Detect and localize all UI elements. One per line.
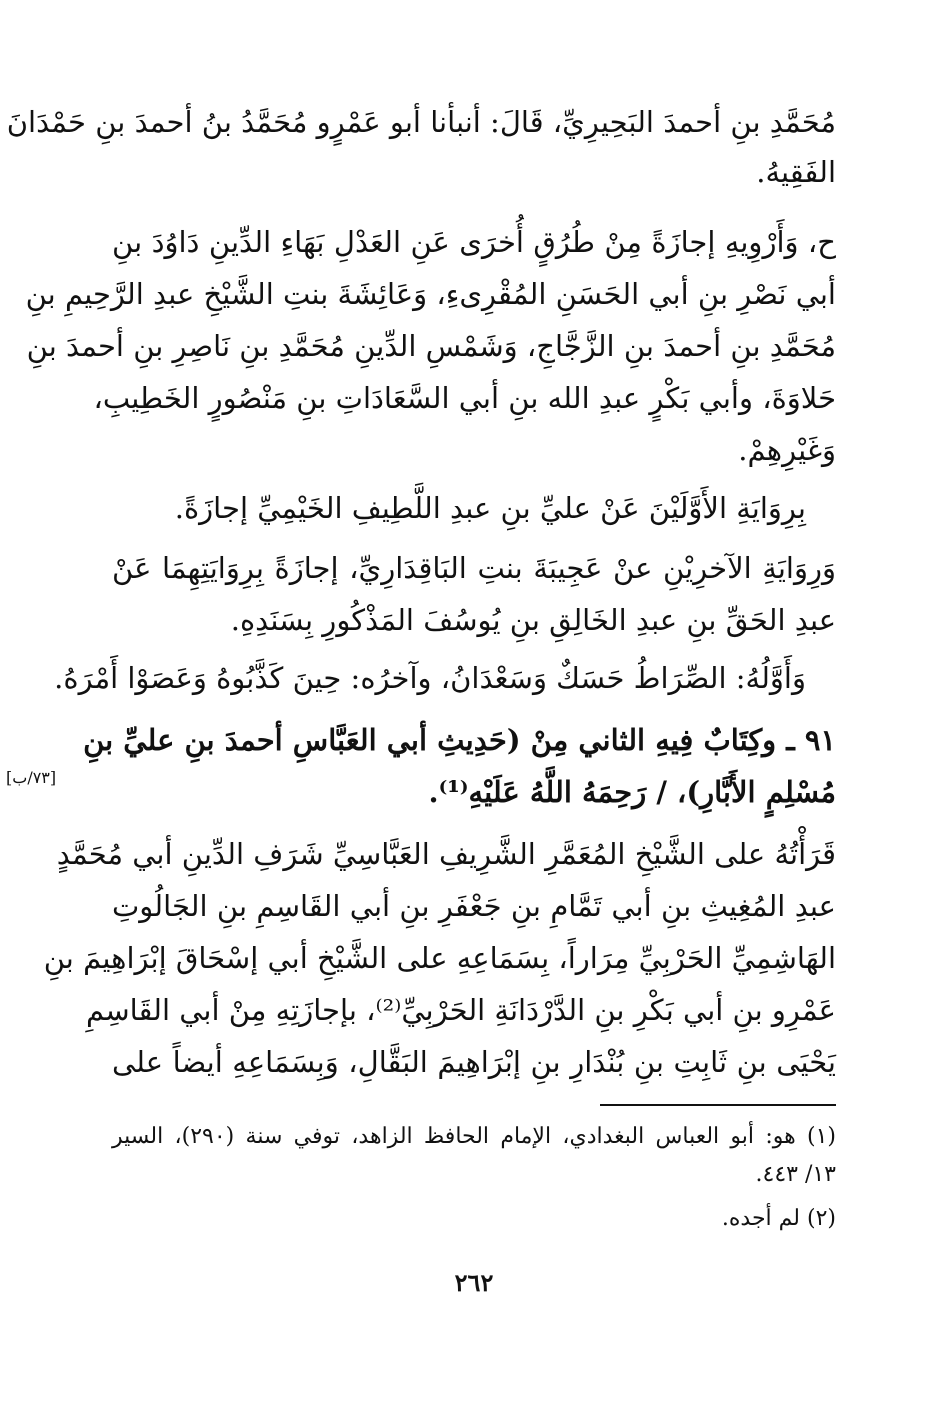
footnote-1: (١) هو: أبو العباس البغدادي، الإمام الحافظ الزاهد، توفي سنة (٢٩٠)، السير (112, 1124, 836, 1149)
text-line-3: ح، وَأَرْوِيهِ إجازَةً مِنْ طُرُقٍ أُخرَى عَنِ العَدْلِ بَهَاءِ الدِّينِ دَاوُدَ بنِ (112, 225, 837, 259)
text-line-8: بِرِوَايَةِ الأَوَّلَيْنَ عَنْ عليِّ بنِ عبدِ اللَّطِيفِ الخَيْمِيِّ إجازَةً. (174, 491, 806, 525)
text-line-7: وَغَيْرِهِمْ. (738, 433, 836, 467)
text-line-9: وَرِوَايَةِ الآخرِيْنِ عنْ عَجِيبَةَ بنتِ البَاقِدَارِيِّ، إجازَةً بِرِوَايَتِهِمَا عَنْ (112, 551, 836, 585)
text-line-17: عَمْرِو بنِ أبي بَكْرِ بنِ الدَّرْدَانَةِ الحَرْبِيِّ⁽²⁾، بإجازَتِهِ مِنْ أبي القَاسِمِ (86, 993, 836, 1027)
footnote-1-cont: ١٣/ ٤٤٣. (755, 1162, 836, 1187)
text-line-1: مُحَمَّدِ بنِ أحمدَ البَحِيرِيِّ، قَالَ: أنبأنا أبو عَمْرٍو مُحَمَّدُ بنُ أحمدَ بنِ حَمْدَانَ (6, 105, 836, 139)
text-line-6: حَلاوَةَ، وأبي بَكْرٍ عبدِ الله بنِ أبي السَّعَادَاتِ بنِ مَنْصُورٍ الخَطِيبِ، (93, 381, 836, 415)
text-line-14: قَرَأْتُهُ على الشَّيْخِ المُعَمَّرِ الشَّرِيفِ العَبَّاسِيِّ شَرَفِ الدِّينِ أبي مُحَمَّدٍ (56, 837, 836, 871)
entry-heading-91-cont: مُسْلِمٍ الأَبَّارِ)، / رَحِمَهُ اللَّهُ عَلَيْهِ⁽¹⁾. (428, 775, 836, 809)
text-line-10: عبدِ الحَقِّ بنِ عبدِ الخَالِقِ بنِ يُوسُفَ المَذْكُورِ بِسَنَدِهِ. (230, 603, 836, 637)
footnote-separator (600, 1104, 836, 1106)
text-line-4: أبي نَصْرِ بنِ أبي الحَسَنِ المُقْرِىءِ، وَعَائِشَةَ بنتِ الشَّيْخِ عبدِ الرَّحِيمِ بنِ (25, 277, 836, 311)
entry-heading-91: ٩١ ـ وكِتَابٌ فِيهِ الثاني مِنْ (حَدِيثِ أبي العَبَّاسِ أحمدَ بنِ عليِّ بنِ (83, 723, 836, 757)
text-line-15: عبدِ المُغِيثِ بنِ أبي تَمَّامِ بنِ جَعْفَرِ بنِ أبي القَاسِمِ بنِ الجَالُوتِ (112, 889, 836, 923)
footnote-2: (٢) لم أجده. (721, 1206, 836, 1231)
text-line-11: وَأَوَّلُهُ: الصِّرَاطُ حَسَكٌ وَسَعْدَانُ، وآخرُه: حِينَ كَذَّبُوهُ وَعَصَوْا أَمْرَهُ. (54, 661, 806, 695)
page-number: ٢٦٢ (454, 1268, 494, 1297)
text-line-2: الفَقِيهُ. (756, 155, 836, 189)
text-line-5: مُحَمَّدِ بنِ أحمدَ بنِ الزَّجَّاجِ، وَشَمْسِ الدِّينِ مُحَمَّدِ بنِ نَاصِرِ بنِ أحمدَ بنِ (26, 329, 836, 363)
text-line-18: يَحْيَى بنِ ثَابِتِ بنِ بُنْدَارِ بنِ إبْرَاهِيمَ البَقَّالِ، وَبِسَمَاعِهِ أيضاً على (112, 1045, 836, 1079)
text-line-16: الهَاشِمِيِّ الحَرْبِيِّ مِرَاراً، بِسَمَاعِهِ على الشَّيْخِ أبي إسْحَاقَ إبْرَاهِيمَ بنِ (43, 941, 836, 975)
folio-margin-note: [٧٣/ب] (6, 768, 57, 787)
